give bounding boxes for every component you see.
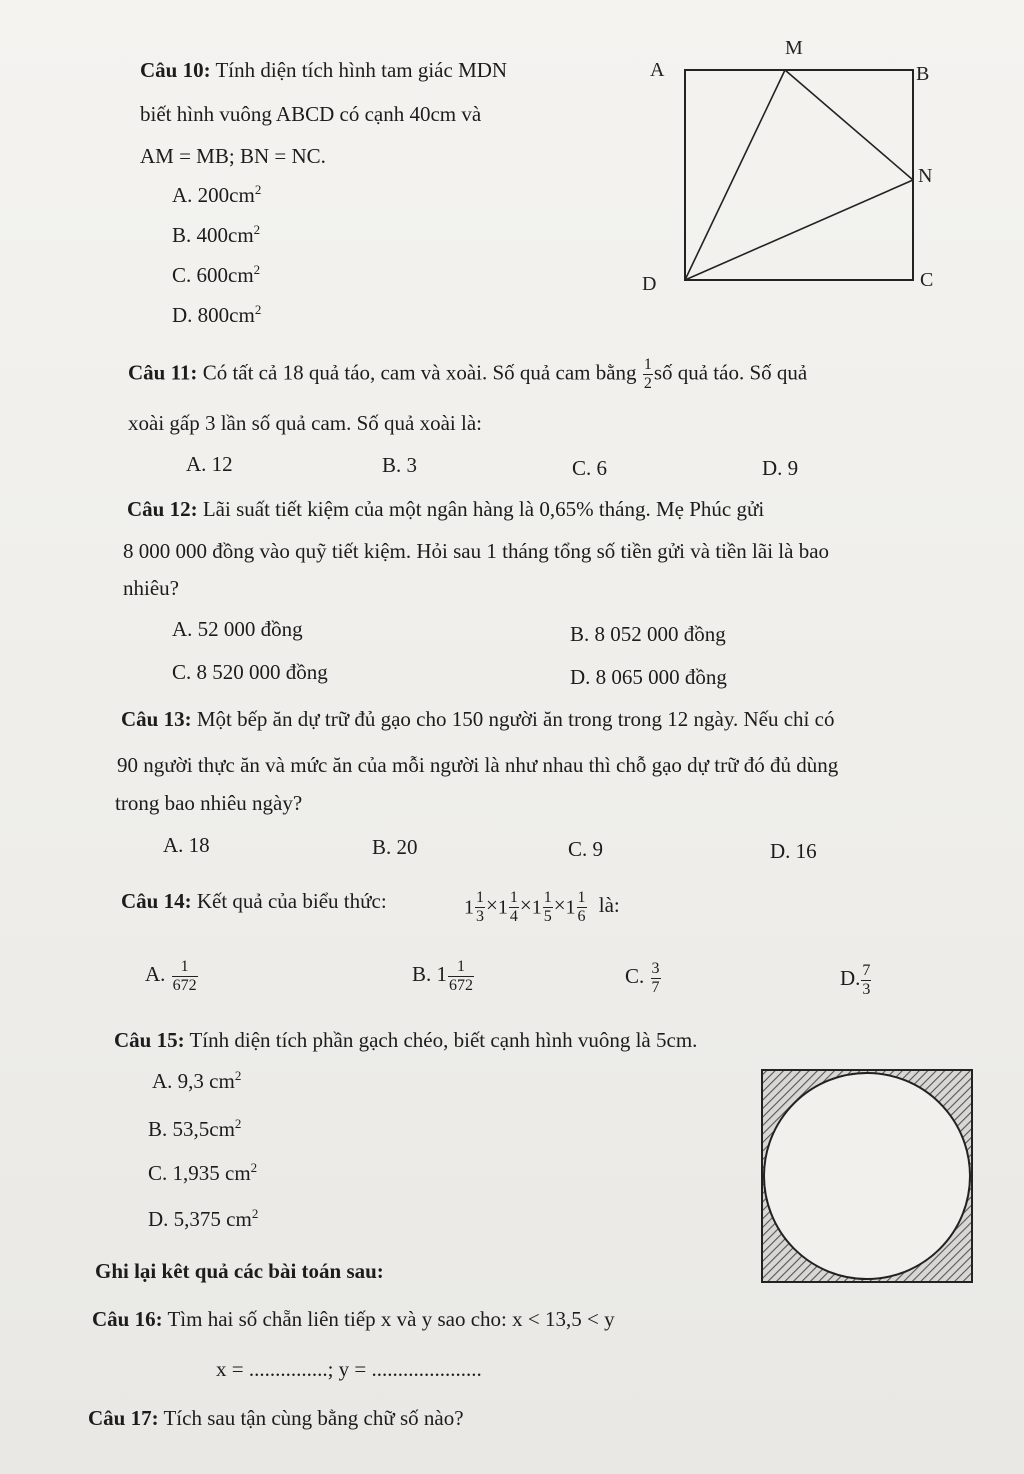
q10-option-c: C. $600cm^2$ <box>172 262 261 287</box>
q15-option-c: C. 1,935 $cm^2$ <box>148 1160 258 1185</box>
q14-option-d: D. $\frac{7}{3}$ <box>840 961 871 998</box>
label-c: C <box>920 269 934 291</box>
q11-option-a: A. 12 <box>186 452 233 476</box>
q15-option-a: A. 9,3 $cm^2$ <box>152 1068 242 1093</box>
q12-line2: 8 000 000 đồng vào quỹ tiết kiệm. Hỏi sau 1 tháng tổng số tiền gửi và tiền lãi là bao <box>123 539 830 563</box>
q11-fraction: $\frac{1}{2}$ <box>643 356 652 392</box>
q14-line1: Câu 14: Kết quả của biểu thức: <box>121 889 387 913</box>
q14-option-b: B. 1 $\frac{1}{672}$ <box>412 957 474 994</box>
q13-option-a: A. 18 <box>163 833 210 857</box>
q13-title: Câu 13: <box>121 707 192 731</box>
q11-title: Câu 11: <box>128 360 198 385</box>
q16-answer: x = ...............; y = ..................... <box>216 1357 482 1381</box>
q12-option-d: D. 8 065 000 đồng <box>570 665 727 689</box>
q14-option-c: C. $\frac{3}{7}$ <box>625 959 660 996</box>
q13-line2: 90 người thực ăn và mức ăn của mỗi người là như nhau thì chỗ gạo dự trữ đó đủ dùng <box>117 753 839 777</box>
q12-line3: nhiêu? <box>123 576 179 600</box>
q13-line1: Câu 13: Một bếp ăn dự trữ đủ gạo cho 150 người ăn trong trong 12 ngày. Nếu chỉ có <box>121 707 835 731</box>
q12-option-a: A. 52 000 đồng <box>172 617 303 641</box>
q10-line3: AM = MB; BN = NC. <box>140 144 326 168</box>
q16-line1: Câu 16: Tìm hai số chẵn liên tiếp x và y sao cho: x < 13,5 < y <box>92 1307 615 1331</box>
q15-title: Câu 15: <box>114 1028 185 1052</box>
q17-title: Câu 17: <box>88 1406 159 1430</box>
q10-line2: biết hình vuông ABCD có cạnh 40cm và <box>140 102 482 126</box>
q10-option-a: A. $200cm^2$ <box>172 182 262 207</box>
q10-line1 <box>140 57 507 83</box>
q12-title: Câu 12: <box>127 497 198 521</box>
q11-option-c: C. 6 <box>572 456 608 480</box>
q13-option-d: D. 16 <box>770 839 817 863</box>
label-d: D <box>642 273 657 295</box>
q10-text: Tính diện tích hình tam giác MDN <box>215 58 508 82</box>
q15-option-b: B. $53,5cm^2$ <box>148 1116 242 1141</box>
q16-title: Câu 16: <box>92 1307 163 1331</box>
q10-option-b: B. $400cm^2$ <box>172 222 261 247</box>
q13-option-b: B. 20 <box>372 835 418 859</box>
label-b: B <box>916 63 930 85</box>
q10-option-d: D. $800cm^2$ <box>172 302 262 327</box>
q15-line1: Câu 15: Tính diện tích phần gạch chéo, biết cạnh hình vuông là 5cm. <box>114 1028 698 1052</box>
label-m: M <box>785 37 803 59</box>
q11-line2: xoài gấp 3 lần số quả cam. Số quả xoài là: <box>128 411 482 435</box>
q12-line1: Câu 12: Lãi suất tiết kiệm của một ngân hàng là 0,65% tháng. Mẹ Phúc gửi <box>127 497 765 521</box>
q17-line1: Câu 17: Tích sau tận cùng bằng chữ số nào? <box>88 1406 464 1430</box>
square-mdn-figure <box>640 30 960 300</box>
q13-option-c: C. 9 <box>568 837 604 861</box>
q14-expression: 1 $\frac{1}{3}$ ×1 $\frac{1}{4}$ ×1 $\frac{1}{5}$ ×1 $\frac{1}{6}$ là: <box>464 889 620 926</box>
hatched-square-figure <box>760 1068 974 1284</box>
q11-option-d: D. 9 <box>762 456 799 480</box>
label-n: N <box>918 165 933 187</box>
q13-line3: trong bao nhiêu ngày? <box>115 791 303 815</box>
q12-option-c: C. 8 520 000 đồng <box>172 660 328 684</box>
q14-option-a: A. $\frac{1}{672}$ <box>145 957 197 994</box>
q14-title: Câu 14: <box>121 889 192 913</box>
label-a: A <box>650 59 665 81</box>
section-heading: Ghi lại kêt quả các bài toán sau: <box>95 1259 384 1283</box>
q15-option-d: D. 5,375 $cm^2$ <box>148 1206 259 1231</box>
q11-option-b: B. 3 <box>382 453 418 477</box>
q12-option-b: B. 8 052 000 đồng <box>570 622 726 646</box>
q10-title: Câu 10: <box>140 58 211 82</box>
q11-line1: Câu 11: Có tất cả 18 quả táo, cam và xoài. Số quả cam bằng $\frac{1}{2}$ số quả táo. Số quả <box>128 356 808 392</box>
